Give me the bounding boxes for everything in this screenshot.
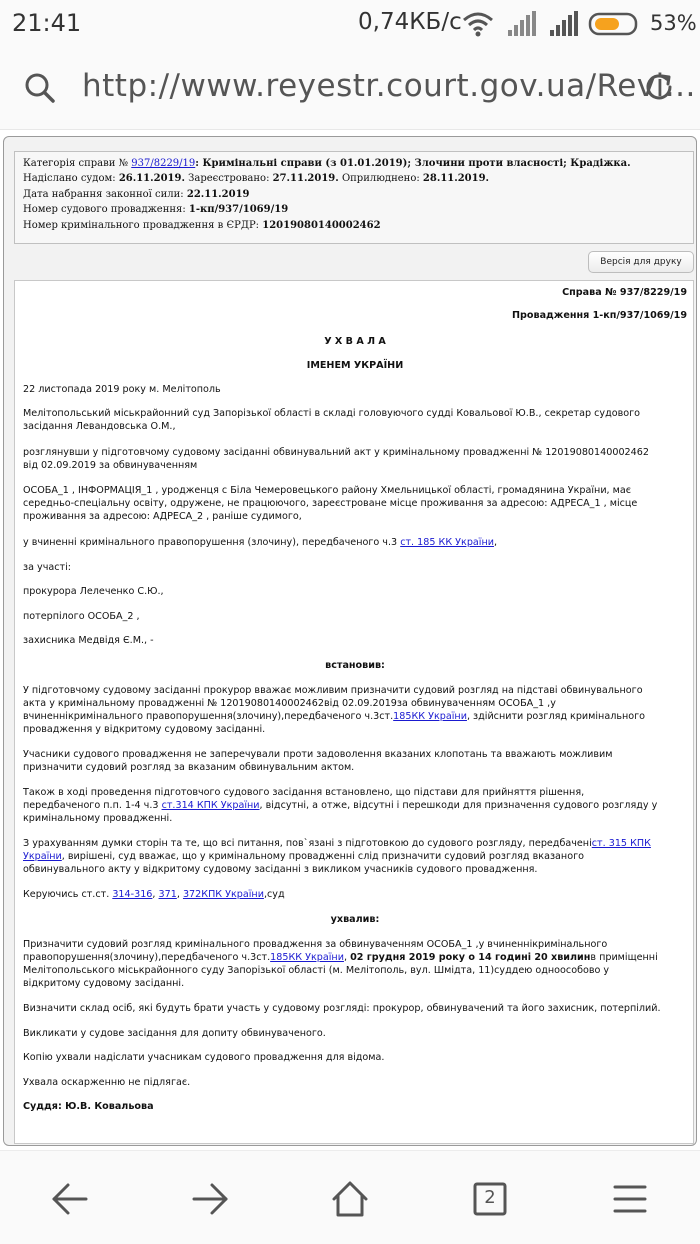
battery-icon [590,14,636,34]
paragraph-line: обвинувального акту у відкритому судовому засіданні з викликом учасників судового провадження. [23,864,538,875]
ruling-line: Мелітопольського міськрайонного суду Запорізької області (м. Мелітополь, вул. Шмідта, 11)суддею одноособово у [23,965,610,976]
tabs-icon[interactable] [470,1179,510,1219]
article-315-link[interactable]: ст. 315 КПК [591,838,651,849]
guided-line: Керуючись ст.ст. 314-316, 371, 372КПК України,суд [23,889,285,900]
paragraph-line: вчиненнікримінального правопорушення(злочину),передбаченого ч.3ст.185КК України, здійснити розгляд кримінального [23,711,646,722]
battery-percent: 53% [650,11,697,35]
paragraph-line: Учасники судового провадження не заперечували проти задоволення вказаних клопотань та вважають можливим [23,749,613,760]
ruling-line: Викликати у судове засідання для допиту обвинуваченого. [23,1028,326,1039]
article-315-link[interactable]: України [23,851,62,862]
defender-line: захисника Медвідя Є.М., - [23,635,154,646]
home-icon[interactable] [330,1179,370,1219]
status-icons [462,10,642,42]
considered-line: від 02.09.2019 за обвинуваченням [23,460,198,471]
accused-info-line: середньо-спеціальну освіту, одружене, не працюючого, зареєстроване місце проживання за адресою: АДРЕСА_1 , місце [23,498,638,509]
accused-info-line: ОСОБА_1 , ІНФОРМАЦІЯ_1 , уродженця с Біла Чемеровецького району Хмельницької області, громадянина України, має [23,485,632,496]
offense-line: у вчиненні кримінального правопорушення (злочину), передбаченого ч.3 ст. 185 КК України, [23,537,498,548]
document-title: У Х В А Л А [324,336,386,347]
menu-icon[interactable] [610,1179,650,1219]
case-metadata [14,151,694,244]
paragraph-line: акта у кримінальному провадженні № 12019080140002462від 02.09.2019за обвинуваченням ОСОБА_1 ,у [23,698,556,709]
court-composition-line: засідання Левандовська О.М., [23,421,176,432]
victim-line: потерпілого ОСОБА_2 , [23,611,140,622]
signal-icon [550,11,578,36]
article-371-link[interactable]: 371 [158,889,177,900]
meta-dates: Надіслано судом: 26.11.2019. Зареєстровано: 27.11.2019. Оприлюднено: 28.11.2019. [23,173,490,185]
established-heading: встановив: [325,660,385,671]
judge-signature: Суддя: Ю.В. Ковальова [23,1101,154,1112]
wifi-icon [464,14,492,37]
status-time: 21:41 [12,9,82,37]
paragraph-line: призначити судовий розгляд за вказаним обвинувальним актом. [23,762,355,773]
article-185-link[interactable]: 185КК України [270,952,344,963]
paragraph-line: України, вирішені, суд вважає, що у кримінальному провадженні слід призначити судовий розгляд вказаного [23,851,584,862]
date-place: 22 листопада 2019 року м. Мелітополь [23,384,221,395]
ruling-line: відкритому судовому засіданні. [23,978,185,989]
ruling-line: Визначити склад осіб, які будуть брати участь у судовому розгляді: прокурор, обвинувачений та його захисник, потерпілий. [23,1003,661,1014]
meta-category: Категорія справи № 937/8229/19: Кримінальні справи (з 01.01.2019); Злочини проти власності; Крадіжка. [23,158,631,169]
meta-force-date: Дата набрання законної сили: 22.11.2019 [23,188,250,200]
paragraph-line: передбаченого п.п. 1-4 ч.3 ст.314 КПК України, відсутні, а отже, відсутні і перешкоди для призначення судового розгляду у [23,800,658,811]
ruling-line: Призначити судовий розгляд кримінального провадження за обвинуваченням ОСОБА_1 ,у вчиненнікримінального [23,939,608,950]
meta-erdr: Номер кримінального провадження в ЄРДР: 12019080140002462 [23,219,381,231]
page-frame [3,136,697,1146]
meta-proceeding: Номер судового провадження: 1-кп/937/1069/19 [23,204,289,216]
network-speed: 0,74КБ/с [358,9,462,35]
case-number: Справа № 937/8229/19 [562,287,687,298]
participation-label: за участі: [23,562,72,573]
accused-info-line: проживання за адресою: АДРЕСА_2 , раніше судимого, [23,511,302,522]
signal-icon [508,11,536,36]
ruling-document [14,280,694,1144]
article-185-link[interactable]: ст. 185 КК України [400,537,494,548]
status-bar [0,0,700,48]
paragraph-line: У підготовчому судовому засіданні прокурор вважає можливим призначити судовий розгляд на підставі обвинувального [23,685,643,696]
print-version-button[interactable]: Версія для друку [588,251,694,273]
articles-314-316-link[interactable]: 314-316 [112,889,153,900]
refresh-icon[interactable] [642,70,676,108]
considered-line: розглянувши у підготовчому судовому засіданні обвинувальний акт у кримінальному провадженні № 12019080140002462 [23,447,649,458]
paragraph-line: Також в ході проведення підготовчого судового засідання встановлено, що підстави для прийняття рішення, [23,787,585,798]
search-icon[interactable] [24,72,56,108]
document-subtitle: ІМЕНЕМ УКРАЇНИ [306,360,404,371]
browser-address-bar[interactable] [0,48,700,130]
url-text[interactable]: http://www.reyestr.court.gov.ua/Revi... [82,68,696,104]
browser-navigation-bar [0,1150,700,1244]
prosecutor-line: прокурора Лелеченко С.Ю., [23,586,164,597]
court-composition-line: Мелітопольський міськрайонний суд Запорізької області в складі головуючого судді Ковальової Ю.В., секретар судового [23,408,641,419]
web-page [0,130,700,1150]
ruling-line: Ухвала оскарженню не підлягає. [23,1077,191,1088]
case-number-link[interactable]: 937/8229/19 [131,158,196,169]
paragraph-line: кримінальному провадженні. [23,813,173,824]
forward-arrow-icon[interactable] [190,1179,230,1219]
proceeding-number: Провадження 1-кп/937/1069/19 [512,310,687,321]
paragraph-line: провадження у відкритому судовому засіданні. [23,724,266,735]
tab-count: 2 [484,1187,496,1208]
paragraph-line: З урахуванням думки сторін та те, що всі питання, пов`язані з підготовкою до судового розгляду, передбаченіст. 315 КПК [23,838,651,849]
ruling-line: правопорушення(злочину),передбаченого ч.3ст.185КК України, 02 грудня 2019 року о 14 годині 20 хвилинв приміщенні [23,952,658,963]
ruled-heading: ухвалив: [330,914,380,925]
ruling-line: Копію ухвали надіслати учасникам судового провадження для відома. [23,1052,385,1063]
article-372-link[interactable]: 372КПК України [182,889,264,900]
article-185-link[interactable]: 185КК України [393,711,467,722]
back-arrow-icon[interactable] [50,1179,90,1219]
article-314-link[interactable]: ст.314 КПК України [161,800,260,811]
